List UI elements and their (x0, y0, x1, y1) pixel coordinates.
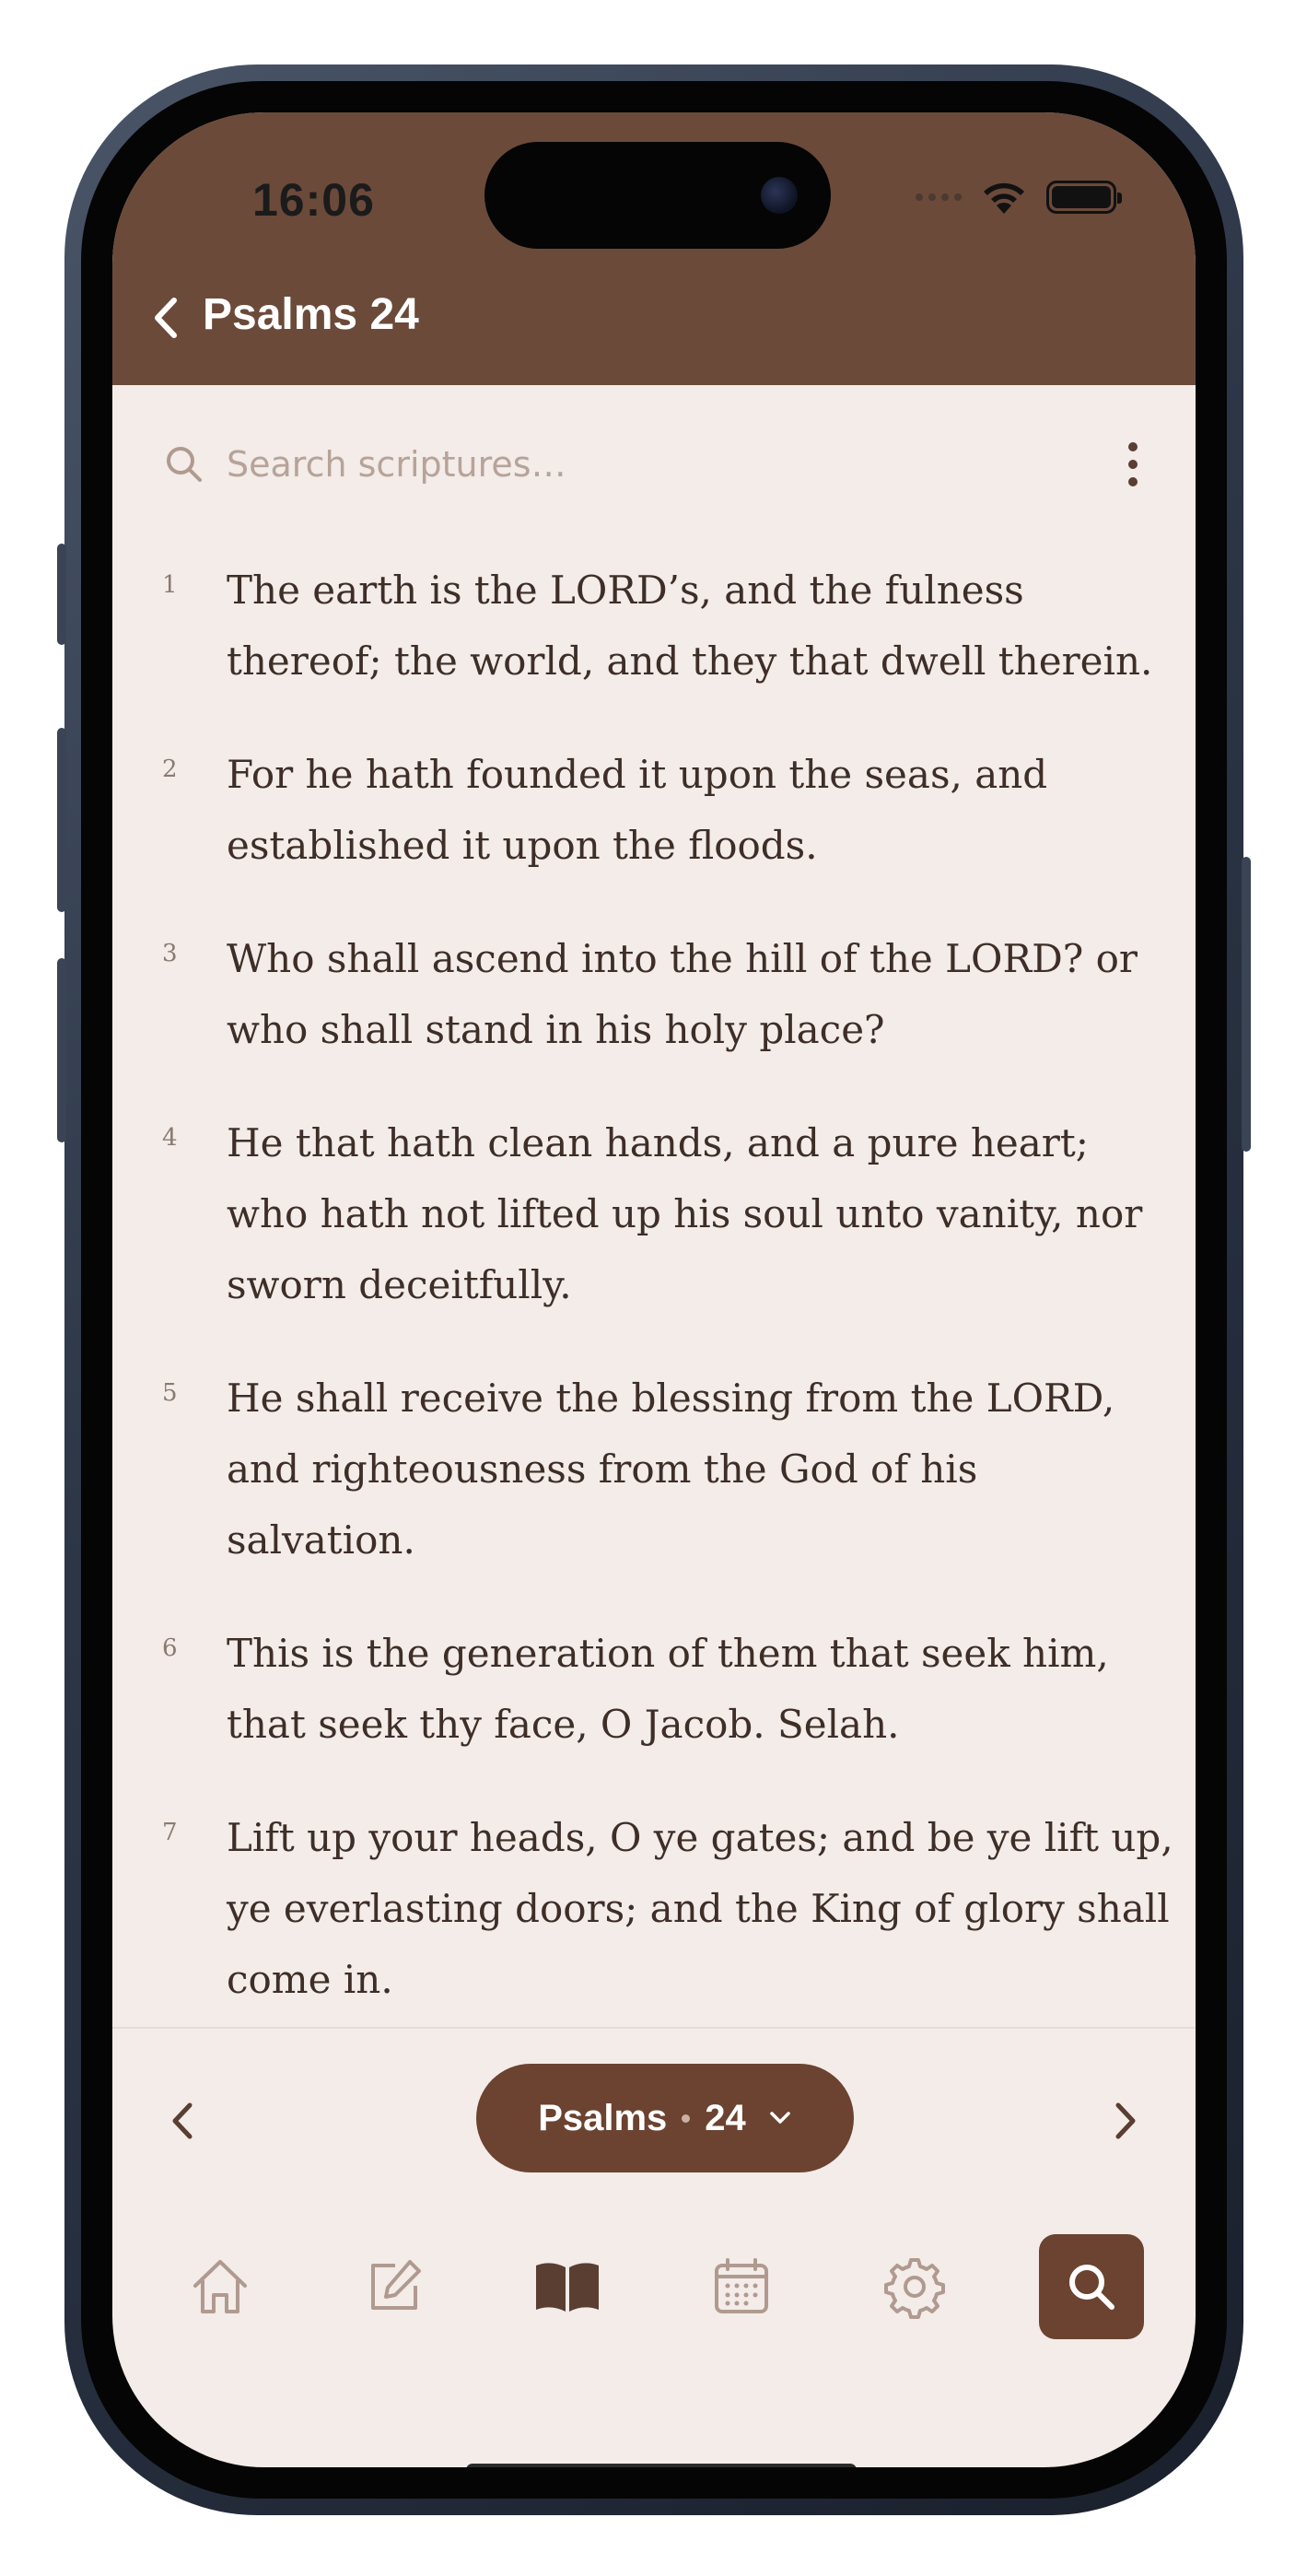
signal-icon (916, 193, 962, 201)
verse-number: 3 (162, 940, 178, 967)
tab-settings[interactable] (862, 2234, 967, 2339)
chapter-number: 24 (705, 2097, 746, 2138)
verse-list (112, 555, 1196, 2029)
search-icon (158, 439, 210, 490)
tab-home[interactable] (168, 2234, 273, 2339)
page-title: Psalms 24 (203, 290, 419, 339)
verse-number: 6 (162, 1634, 178, 1662)
book-name: Psalms (538, 2097, 668, 2138)
search-input[interactable] (227, 444, 1107, 485)
volume-down-button (57, 958, 66, 1142)
gear-icon (882, 2254, 947, 2319)
verse (112, 1363, 1196, 1575)
more-options-button[interactable] (1107, 427, 1159, 501)
home-icon (188, 2254, 252, 2319)
dynamic-island (484, 142, 831, 249)
battery-icon (1046, 181, 1116, 214)
volume-up-button (57, 728, 66, 912)
power-button (1242, 857, 1251, 1152)
search-icon (1064, 2259, 1119, 2314)
chapter-selector-button[interactable] (476, 2064, 854, 2172)
app-header (112, 112, 1196, 385)
verse-number: 7 (162, 1819, 178, 1846)
back-button[interactable] (138, 286, 193, 350)
book-icon (532, 2254, 602, 2319)
verse-text: He shall receive the blessing from the LORD, and righteousness from the God of his salvation. (227, 1376, 1115, 1563)
chevron-left-icon (169, 2101, 195, 2141)
tab-calendar[interactable] (689, 2234, 794, 2339)
screen (112, 112, 1196, 2467)
phone-frame (64, 64, 1243, 2515)
status-time: 16:06 (252, 174, 375, 226)
verse-number: 1 (162, 571, 178, 599)
verse-number: 4 (162, 1124, 178, 1152)
verse-text: The earth is the LORD’s, and the fulness thereof; the world, and they that dwell therein. (227, 568, 1153, 684)
verse-text: He that hath clean hands, and a pure heart; who hath not lifted up his soul unto vanity, nor sworn deceitfully. (227, 1120, 1143, 1307)
phone-bezel (81, 81, 1227, 2499)
verse-number: 2 (162, 755, 178, 783)
verse (112, 1618, 1196, 1760)
chevron-down-icon (768, 2110, 792, 2126)
tab-notes[interactable] (342, 2234, 447, 2339)
verse-text: Who shall ascend into the hill of the LORD? or who shall stand in his holy place? (227, 936, 1138, 1052)
chevron-right-icon (1113, 2101, 1138, 2141)
verse-text: Lift up your heads, O ye gates; and be ye lift up, ye everlasting doors; and the King of glory shall come in. (227, 1815, 1173, 2002)
verse (112, 555, 1196, 697)
tab-bible[interactable] (515, 2234, 620, 2339)
action-button (57, 544, 66, 645)
next-chapter-button[interactable] (1089, 2075, 1162, 2167)
tab-search[interactable] (1039, 2234, 1144, 2339)
separator-dot (682, 2114, 690, 2123)
previous-chapter-button[interactable] (146, 2075, 219, 2167)
verse-number: 5 (162, 1379, 178, 1407)
verse-text: This is the generation of them that seek him, that seek thy face, O Jacob. Selah. (227, 1631, 1109, 1747)
edit-icon (362, 2254, 426, 2319)
chapter-navigation (112, 2027, 1196, 2202)
chevron-left-icon (152, 297, 180, 339)
tab-bar (112, 2202, 1196, 2386)
calendar-icon (709, 2254, 774, 2319)
search-bar (149, 427, 1159, 501)
verse (112, 739, 1196, 881)
verse (112, 1802, 1196, 2015)
status-icons (916, 179, 1116, 216)
camera-icon (761, 177, 798, 214)
verse (112, 923, 1196, 1065)
verse (112, 1107, 1196, 1320)
wifi-icon (980, 179, 1028, 216)
home-indicator[interactable] (466, 2464, 857, 2467)
verse-text: For he hath founded it upon the seas, and established it upon the floods. (227, 752, 1048, 868)
